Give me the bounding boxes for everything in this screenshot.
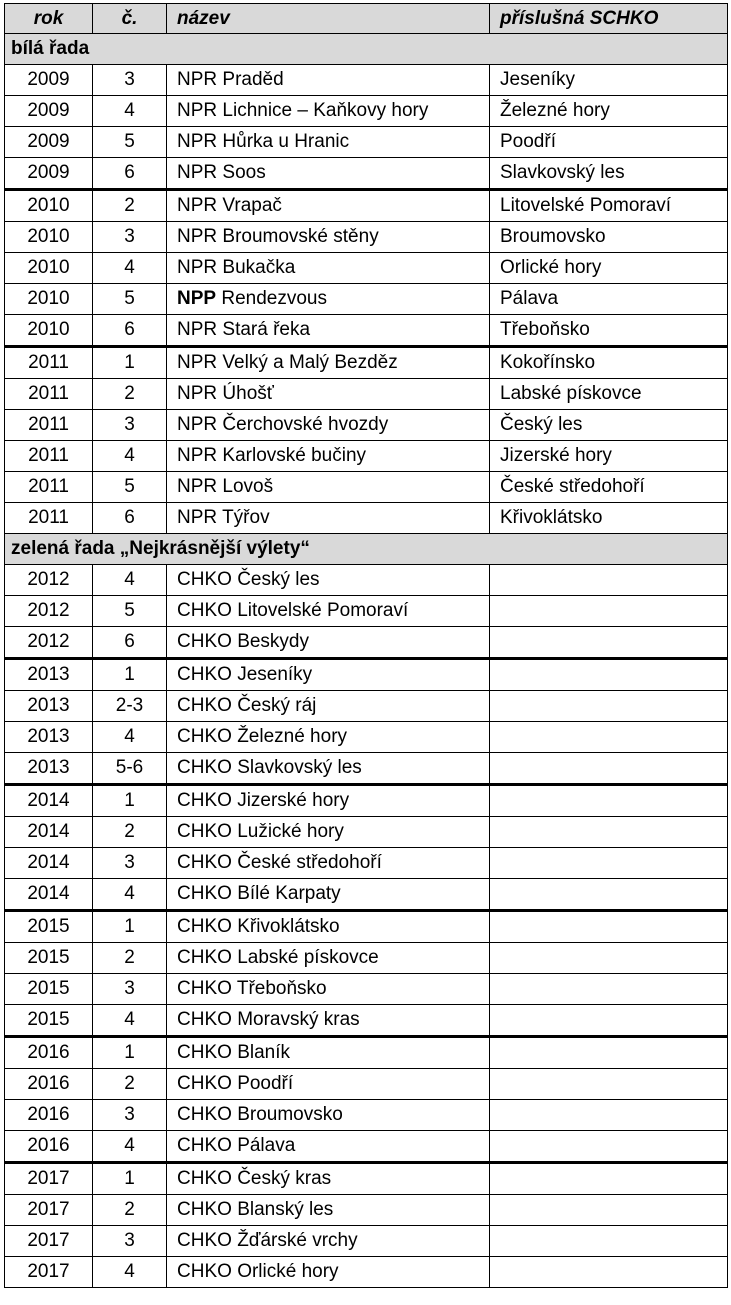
cell-rok: 2015 bbox=[5, 911, 93, 943]
header-row bbox=[5, 4, 728, 34]
cell-rok: 2017 bbox=[5, 1226, 93, 1257]
cell-schko: Jeseníky bbox=[490, 65, 728, 96]
cell-schko bbox=[490, 1226, 728, 1257]
cell-schko bbox=[490, 1037, 728, 1069]
cell-cislo: 3 bbox=[93, 1226, 167, 1257]
cell-nazev-prefix: NPP bbox=[177, 288, 217, 309]
cell-schko bbox=[490, 753, 728, 785]
table-row bbox=[5, 1005, 728, 1037]
cell-nazev-text: Karlovské bučiny bbox=[222, 445, 367, 466]
table-row bbox=[5, 1163, 728, 1195]
cell-nazev-text: Broumovské stěny bbox=[222, 226, 379, 247]
cell-nazev-prefix: CHKO bbox=[177, 1230, 232, 1251]
cell-rok: 2009 bbox=[5, 158, 93, 190]
cell-nazev-prefix: CHKO bbox=[177, 1168, 232, 1189]
cell-schko bbox=[490, 627, 728, 659]
cell-nazev bbox=[167, 379, 490, 410]
cell-schko bbox=[490, 596, 728, 627]
cell-nazev bbox=[167, 911, 490, 943]
cell-nazev-prefix: CHKO bbox=[177, 1261, 232, 1282]
cell-nazev-prefix: NPR bbox=[177, 162, 218, 183]
cell-rok: 2016 bbox=[5, 1069, 93, 1100]
cell-rok: 2011 bbox=[5, 410, 93, 441]
cell-rok: 2017 bbox=[5, 1163, 93, 1195]
cell-nazev bbox=[167, 722, 490, 753]
cell-nazev-text: Beskydy bbox=[237, 631, 309, 652]
cell-nazev-prefix: CHKO bbox=[177, 1042, 232, 1063]
cell-schko bbox=[490, 1131, 728, 1163]
cell-nazev-text: Pálava bbox=[237, 1135, 296, 1156]
section-header-row bbox=[5, 34, 728, 65]
cell-nazev bbox=[167, 503, 490, 534]
table-row bbox=[5, 441, 728, 472]
cell-nazev-text: Bukačka bbox=[222, 257, 296, 278]
cell-schko: Jizerské hory bbox=[490, 441, 728, 472]
section-header-row bbox=[5, 534, 728, 565]
cell-nazev-prefix: CHKO bbox=[177, 695, 232, 716]
cell-nazev bbox=[167, 565, 490, 596]
table-row bbox=[5, 974, 728, 1005]
cell-cislo: 2-3 bbox=[93, 691, 167, 722]
cell-rok: 2011 bbox=[5, 347, 93, 379]
cell-rok: 2014 bbox=[5, 785, 93, 817]
cell-schko bbox=[490, 1163, 728, 1195]
cell-schko: Křivoklátsko bbox=[490, 503, 728, 534]
cell-cislo: 2 bbox=[93, 817, 167, 848]
cell-schko: Orlické hory bbox=[490, 253, 728, 284]
cell-nazev-prefix: CHKO bbox=[177, 1135, 232, 1156]
cell-nazev bbox=[167, 1257, 490, 1288]
table-row bbox=[5, 253, 728, 284]
table-row bbox=[5, 1069, 728, 1100]
cell-cislo: 6 bbox=[93, 627, 167, 659]
cell-cislo: 4 bbox=[93, 565, 167, 596]
table-row bbox=[5, 911, 728, 943]
cell-cislo: 3 bbox=[93, 974, 167, 1005]
header-nazev: název bbox=[167, 4, 490, 34]
cell-nazev-text: Hůrka u Hranic bbox=[222, 131, 350, 152]
cell-schko: Labské pískovce bbox=[490, 379, 728, 410]
cell-rok: 2010 bbox=[5, 315, 93, 347]
cell-schko: Třeboňsko bbox=[490, 315, 728, 347]
cell-nazev-text: Týřov bbox=[222, 507, 270, 528]
cell-nazev bbox=[167, 472, 490, 503]
cell-cislo: 5 bbox=[93, 596, 167, 627]
cell-schko bbox=[490, 691, 728, 722]
cell-nazev bbox=[167, 817, 490, 848]
cell-nazev-text: Broumovsko bbox=[237, 1104, 343, 1125]
cell-nazev bbox=[167, 222, 490, 253]
table-row bbox=[5, 565, 728, 596]
cell-schko bbox=[490, 911, 728, 943]
cell-nazev bbox=[167, 347, 490, 379]
cell-nazev bbox=[167, 785, 490, 817]
cell-rok: 2017 bbox=[5, 1195, 93, 1226]
cell-nazev-text: Moravský kras bbox=[237, 1009, 360, 1030]
cell-nazev bbox=[167, 974, 490, 1005]
cell-nazev-prefix: NPR bbox=[177, 195, 218, 216]
cell-cislo: 4 bbox=[93, 722, 167, 753]
cell-cislo: 6 bbox=[93, 158, 167, 190]
cell-rok: 2010 bbox=[5, 222, 93, 253]
cell-schko bbox=[490, 1005, 728, 1037]
cell-nazev-text: Poodří bbox=[237, 1073, 294, 1094]
cell-rok: 2013 bbox=[5, 659, 93, 691]
table-row bbox=[5, 879, 728, 911]
cell-nazev bbox=[167, 127, 490, 158]
cell-schko: Český les bbox=[490, 410, 728, 441]
cell-nazev bbox=[167, 315, 490, 347]
table-row bbox=[5, 785, 728, 817]
table-row bbox=[5, 1195, 728, 1226]
cell-nazev-text: Jeseníky bbox=[237, 664, 313, 685]
cell-nazev bbox=[167, 879, 490, 911]
cell-nazev bbox=[167, 848, 490, 879]
cell-nazev-prefix: NPR bbox=[177, 383, 218, 404]
cell-cislo: 4 bbox=[93, 1257, 167, 1288]
cell-nazev-prefix: CHKO bbox=[177, 1073, 232, 1094]
cell-rok: 2009 bbox=[5, 127, 93, 158]
cell-rok: 2016 bbox=[5, 1037, 93, 1069]
cell-schko bbox=[490, 848, 728, 879]
cell-nazev-text: Lichnice – Kaňkovy hory bbox=[222, 100, 429, 121]
cell-nazev bbox=[167, 1005, 490, 1037]
cell-nazev-text: Úhošť bbox=[222, 383, 274, 404]
cell-nazev bbox=[167, 691, 490, 722]
cell-rok: 2011 bbox=[5, 503, 93, 534]
cell-nazev-text: Jizerské hory bbox=[237, 790, 350, 811]
section-title: bílá řada bbox=[5, 34, 728, 65]
cell-rok: 2013 bbox=[5, 753, 93, 785]
cell-nazev-text: Železné hory bbox=[237, 726, 348, 747]
table-row bbox=[5, 1037, 728, 1069]
header-cislo: č. bbox=[93, 4, 167, 34]
cell-rok: 2014 bbox=[5, 848, 93, 879]
table-row bbox=[5, 158, 728, 190]
cell-nazev bbox=[167, 96, 490, 127]
table-row bbox=[5, 691, 728, 722]
cell-nazev-text: Rendezvous bbox=[221, 288, 327, 309]
cell-nazev bbox=[167, 1037, 490, 1069]
table-row bbox=[5, 659, 728, 691]
cell-schko bbox=[490, 879, 728, 911]
cell-nazev-prefix: CHKO bbox=[177, 916, 232, 937]
cell-cislo: 4 bbox=[93, 1005, 167, 1037]
cell-rok: 2011 bbox=[5, 379, 93, 410]
cell-nazev-text: Vrapač bbox=[222, 195, 282, 216]
cell-schko bbox=[490, 1257, 728, 1288]
cell-nazev-prefix: CHKO bbox=[177, 947, 232, 968]
cell-nazev-prefix: NPR bbox=[177, 226, 218, 247]
cell-nazev-prefix: CHKO bbox=[177, 569, 232, 590]
table-row bbox=[5, 627, 728, 659]
cell-cislo: 2 bbox=[93, 190, 167, 222]
cell-rok: 2015 bbox=[5, 974, 93, 1005]
cell-rok: 2014 bbox=[5, 817, 93, 848]
table-row bbox=[5, 848, 728, 879]
cell-nazev bbox=[167, 158, 490, 190]
cell-nazev-prefix: CHKO bbox=[177, 790, 232, 811]
cell-nazev-prefix: CHKO bbox=[177, 600, 232, 621]
cell-cislo: 2 bbox=[93, 1069, 167, 1100]
cell-nazev bbox=[167, 753, 490, 785]
table-row bbox=[5, 596, 728, 627]
cell-cislo: 4 bbox=[93, 1131, 167, 1163]
cell-nazev-text: Slavkovský les bbox=[237, 757, 362, 778]
cell-nazev-text: Lužické hory bbox=[237, 821, 344, 842]
table-row bbox=[5, 347, 728, 379]
cell-rok: 2010 bbox=[5, 190, 93, 222]
cell-nazev-prefix: CHKO bbox=[177, 852, 232, 873]
cell-nazev-text: Stará řeka bbox=[222, 319, 311, 340]
cell-cislo: 6 bbox=[93, 503, 167, 534]
cell-nazev bbox=[167, 1100, 490, 1131]
cell-nazev-prefix: CHKO bbox=[177, 978, 232, 999]
cell-nazev-text: Praděd bbox=[222, 69, 284, 90]
cell-schko bbox=[490, 1195, 728, 1226]
cell-nazev bbox=[167, 1131, 490, 1163]
cell-nazev-text: Blanský les bbox=[237, 1199, 334, 1220]
cell-nazev-prefix: NPR bbox=[177, 507, 218, 528]
table-row bbox=[5, 410, 728, 441]
cell-cislo: 5 bbox=[93, 472, 167, 503]
cell-cislo: 2 bbox=[93, 1195, 167, 1226]
cell-schko: Litovelské Pomoraví bbox=[490, 190, 728, 222]
table-row bbox=[5, 379, 728, 410]
cell-rok: 2012 bbox=[5, 565, 93, 596]
cell-nazev bbox=[167, 1226, 490, 1257]
cell-nazev-prefix: CHKO bbox=[177, 631, 232, 652]
cell-nazev-text: Český kras bbox=[237, 1168, 332, 1189]
cell-nazev bbox=[167, 284, 490, 315]
cell-cislo: 3 bbox=[93, 1100, 167, 1131]
table-row bbox=[5, 817, 728, 848]
cell-nazev-text: Český ráj bbox=[237, 695, 317, 716]
cell-rok: 2009 bbox=[5, 65, 93, 96]
cell-nazev-prefix: CHKO bbox=[177, 1104, 232, 1125]
table-row bbox=[5, 943, 728, 974]
cell-cislo: 3 bbox=[93, 65, 167, 96]
cell-cislo: 1 bbox=[93, 1163, 167, 1195]
table-row bbox=[5, 1257, 728, 1288]
cell-nazev-prefix: NPR bbox=[177, 69, 218, 90]
table-row bbox=[5, 1131, 728, 1163]
cell-rok: 2011 bbox=[5, 472, 93, 503]
cell-nazev-text: Žďárské vrchy bbox=[237, 1230, 358, 1251]
cell-nazev-text: Čerchovské hvozdy bbox=[222, 414, 389, 435]
table-row bbox=[5, 96, 728, 127]
cell-schko: Kokořínsko bbox=[490, 347, 728, 379]
cell-nazev-text: Labské pískovce bbox=[237, 947, 379, 968]
cell-cislo: 6 bbox=[93, 315, 167, 347]
cell-rok: 2015 bbox=[5, 1005, 93, 1037]
cell-nazev bbox=[167, 943, 490, 974]
cell-nazev bbox=[167, 1195, 490, 1226]
cell-schko: Pálava bbox=[490, 284, 728, 315]
cell-nazev-prefix: NPR bbox=[177, 445, 218, 466]
cell-nazev-text: Lovoš bbox=[222, 476, 274, 497]
cell-nazev-prefix: NPR bbox=[177, 131, 218, 152]
cell-schko: Železné hory bbox=[490, 96, 728, 127]
cell-nazev bbox=[167, 65, 490, 96]
cell-cislo: 5 bbox=[93, 127, 167, 158]
cell-nazev-prefix: NPR bbox=[177, 257, 218, 278]
cell-nazev-text: Křivoklátsko bbox=[237, 916, 340, 937]
cell-schko bbox=[490, 943, 728, 974]
table-row bbox=[5, 753, 728, 785]
cell-nazev bbox=[167, 190, 490, 222]
cell-cislo: 5 bbox=[93, 284, 167, 315]
cell-schko bbox=[490, 817, 728, 848]
cell-cislo: 4 bbox=[93, 96, 167, 127]
table-row bbox=[5, 722, 728, 753]
cell-rok: 2010 bbox=[5, 284, 93, 315]
cell-cislo: 4 bbox=[93, 253, 167, 284]
cell-cislo: 1 bbox=[93, 785, 167, 817]
cell-schko: České středohoří bbox=[490, 472, 728, 503]
cell-nazev-prefix: CHKO bbox=[177, 821, 232, 842]
cell-cislo: 5-6 bbox=[93, 753, 167, 785]
cell-rok: 2013 bbox=[5, 691, 93, 722]
cell-nazev-prefix: NPR bbox=[177, 100, 218, 121]
cell-rok: 2016 bbox=[5, 1100, 93, 1131]
cell-cislo: 1 bbox=[93, 659, 167, 691]
header-schko: příslušná SCHKO bbox=[490, 4, 728, 34]
cell-schko bbox=[490, 785, 728, 817]
cell-schko bbox=[490, 1100, 728, 1131]
cell-nazev bbox=[167, 441, 490, 472]
cell-nazev bbox=[167, 1069, 490, 1100]
table-row bbox=[5, 1226, 728, 1257]
cell-rok: 2015 bbox=[5, 943, 93, 974]
cell-rok: 2012 bbox=[5, 596, 93, 627]
cell-rok: 2010 bbox=[5, 253, 93, 284]
cell-nazev-text: Litovelské Pomoraví bbox=[237, 600, 409, 621]
cell-nazev-prefix: CHKO bbox=[177, 1199, 232, 1220]
cell-cislo: 3 bbox=[93, 222, 167, 253]
cell-cislo: 3 bbox=[93, 410, 167, 441]
cell-cislo: 3 bbox=[93, 848, 167, 879]
cell-schko bbox=[490, 974, 728, 1005]
table-row bbox=[5, 315, 728, 347]
cell-cislo: 4 bbox=[93, 441, 167, 472]
cell-nazev-text: Třeboňsko bbox=[236, 978, 327, 999]
publication-table bbox=[4, 3, 728, 1288]
cell-nazev bbox=[167, 659, 490, 691]
cell-cislo: 2 bbox=[93, 379, 167, 410]
cell-rok: 2014 bbox=[5, 879, 93, 911]
cell-nazev-prefix: CHKO bbox=[177, 757, 232, 778]
cell-nazev-prefix: NPR bbox=[177, 476, 218, 497]
table-row bbox=[5, 1100, 728, 1131]
cell-rok: 2009 bbox=[5, 96, 93, 127]
cell-cislo: 4 bbox=[93, 879, 167, 911]
cell-nazev bbox=[167, 410, 490, 441]
cell-schko: Broumovsko bbox=[490, 222, 728, 253]
cell-nazev bbox=[167, 627, 490, 659]
section-title: zelená řada „Nejkrásnější výlety“ bbox=[5, 534, 728, 565]
cell-schko bbox=[490, 659, 728, 691]
table-row bbox=[5, 127, 728, 158]
cell-rok: 2013 bbox=[5, 722, 93, 753]
cell-nazev-prefix: NPR bbox=[177, 319, 218, 340]
cell-nazev-text: Bílé Karpaty bbox=[237, 883, 341, 904]
table-row bbox=[5, 284, 728, 315]
cell-nazev-prefix: NPR bbox=[177, 414, 218, 435]
header-rok: rok bbox=[5, 4, 93, 34]
cell-rok: 2011 bbox=[5, 441, 93, 472]
cell-schko bbox=[490, 1069, 728, 1100]
cell-nazev-prefix: CHKO bbox=[177, 883, 232, 904]
cell-nazev-text: Blaník bbox=[237, 1042, 290, 1063]
cell-nazev-prefix: CHKO bbox=[177, 726, 232, 747]
cell-cislo: 2 bbox=[93, 943, 167, 974]
table-row bbox=[5, 472, 728, 503]
cell-schko: Slavkovský les bbox=[490, 158, 728, 190]
cell-cislo: 1 bbox=[93, 347, 167, 379]
cell-cislo: 1 bbox=[93, 911, 167, 943]
cell-nazev-text: Velký a Malý Bezděz bbox=[222, 352, 398, 373]
table-row bbox=[5, 190, 728, 222]
cell-nazev bbox=[167, 253, 490, 284]
table-row bbox=[5, 65, 728, 96]
cell-rok: 2016 bbox=[5, 1131, 93, 1163]
cell-rok: 2017 bbox=[5, 1257, 93, 1288]
table-row bbox=[5, 503, 728, 534]
cell-nazev-prefix: NPR bbox=[177, 352, 218, 373]
cell-schko bbox=[490, 565, 728, 596]
cell-rok: 2012 bbox=[5, 627, 93, 659]
cell-nazev-prefix: CHKO bbox=[177, 664, 232, 685]
table-row bbox=[5, 222, 728, 253]
cell-nazev bbox=[167, 596, 490, 627]
cell-schko: Poodří bbox=[490, 127, 728, 158]
cell-nazev bbox=[167, 1163, 490, 1195]
cell-nazev-text: Orlické hory bbox=[237, 1261, 339, 1282]
table-body bbox=[5, 34, 728, 1288]
cell-nazev-text: Soos bbox=[222, 162, 266, 183]
cell-schko bbox=[490, 722, 728, 753]
cell-nazev-text: Český les bbox=[237, 569, 320, 590]
cell-nazev-text: České středohoří bbox=[237, 852, 382, 873]
cell-cislo: 1 bbox=[93, 1037, 167, 1069]
cell-nazev-prefix: CHKO bbox=[177, 1009, 232, 1030]
